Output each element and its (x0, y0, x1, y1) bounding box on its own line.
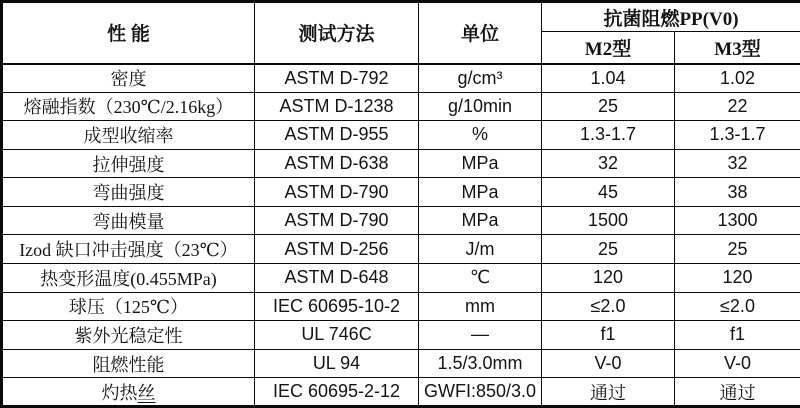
m2-value-cell: 1.04 (542, 64, 675, 93)
header-product-group: 抗菌阻燃PP(V0) (542, 2, 800, 32)
table-row (2, 206, 800, 235)
m2-value-cell: 25 (542, 235, 675, 264)
m2-value-cell: 1500 (542, 206, 675, 235)
property-cell: 成型收缩率 (2, 121, 255, 150)
property-cell: 拉伸强度 (2, 149, 255, 178)
header-model-m3: M3型 (675, 32, 800, 64)
table-row (2, 121, 800, 150)
header-row-group (2, 2, 800, 32)
property-cell: 紫外光稳定性 (2, 321, 255, 350)
property-cell: 弯曲模量 (2, 206, 255, 235)
unit-cell: MPa (419, 178, 542, 207)
property-cell (2, 378, 255, 407)
unit-cell: g/10min (419, 92, 542, 121)
unit-cell: mm (419, 292, 542, 321)
method-cell: IEC 60695-10-2 (255, 292, 419, 321)
m3-value-cell: 通过 (675, 378, 800, 407)
m3-value-cell: 38 (675, 178, 800, 207)
m2-value-cell: 120 (542, 264, 675, 293)
table-row (2, 349, 800, 378)
table-row (2, 92, 800, 121)
table-body (2, 64, 800, 407)
m3-value-cell: V-0 (675, 349, 800, 378)
property-cell: 密度 (2, 64, 255, 93)
table-row (2, 378, 800, 407)
unit-cell: MPa (419, 149, 542, 178)
m3-value-cell: 120 (675, 264, 800, 293)
m2-value-cell: ≤2.0 (542, 292, 675, 321)
table-row (2, 235, 800, 264)
property-text-underlined: 丝 (137, 382, 156, 403)
method-cell: UL 94 (255, 349, 419, 378)
m2-value-cell: 通过 (542, 378, 675, 407)
m3-value-cell: 32 (675, 149, 800, 178)
unit-cell: % (419, 121, 542, 150)
method-cell: ASTM D-792 (255, 64, 419, 93)
table-header (2, 2, 800, 64)
unit-cell: — (419, 321, 542, 350)
table-row (2, 64, 800, 93)
property-cell: 弯曲强度 (2, 178, 255, 207)
header-property: 性 能 (2, 2, 255, 64)
property-text: 灼热 (101, 382, 138, 403)
property-cell: Izod 缺口冲击强度（23℃） (2, 235, 255, 264)
m2-value-cell: 1.3-1.7 (542, 121, 675, 150)
unit-cell: GWFI:850/3.0 (419, 378, 542, 407)
table-row (2, 321, 800, 350)
m2-value-cell: V-0 (542, 349, 675, 378)
table-row (2, 292, 800, 321)
m2-value-cell: 25 (542, 92, 675, 121)
method-cell: ASTM D-790 (255, 178, 419, 207)
unit-cell: MPa (419, 206, 542, 235)
unit-cell: ℃ (419, 264, 542, 293)
header-unit: 单位 (419, 2, 542, 64)
method-cell: ASTM D-648 (255, 264, 419, 293)
property-cell: 热变形温度(0.455MPa) (2, 264, 255, 293)
m3-value-cell: 1300 (675, 206, 800, 235)
method-cell: IEC 60695-2-12 (255, 378, 419, 407)
property-cell: 阻燃性能 (2, 349, 255, 378)
m2-value-cell: 45 (542, 178, 675, 207)
header-model-m2: M2型 (542, 32, 675, 64)
m3-value-cell: 25 (675, 235, 800, 264)
unit-cell: g/cm³ (419, 64, 542, 93)
unit-cell: 1.5/3.0mm (419, 349, 542, 378)
method-cell: ASTM D-256 (255, 235, 419, 264)
m2-value-cell: f1 (542, 321, 675, 350)
m3-value-cell: f1 (675, 321, 800, 350)
method-cell: UL 746C (255, 321, 419, 350)
m3-value-cell: 22 (675, 92, 800, 121)
method-cell: ASTM D-790 (255, 206, 419, 235)
table-row (2, 178, 800, 207)
header-method: 测试方法 (255, 2, 419, 64)
unit-cell: J/m (419, 235, 542, 264)
property-cell: 球压（125℃） (2, 292, 255, 321)
table-row (2, 149, 800, 178)
method-cell: ASTM D-638 (255, 149, 419, 178)
table-row (2, 264, 800, 293)
method-cell: ASTM D-955 (255, 121, 419, 150)
m3-value-cell: ≤2.0 (675, 292, 800, 321)
property-cell: 熔融指数（230℃/2.16kg） (2, 92, 255, 121)
method-cell: ASTM D-1238 (255, 92, 419, 121)
m2-value-cell: 32 (542, 149, 675, 178)
m3-value-cell: 1.02 (675, 64, 800, 93)
m3-value-cell: 1.3-1.7 (675, 121, 800, 150)
